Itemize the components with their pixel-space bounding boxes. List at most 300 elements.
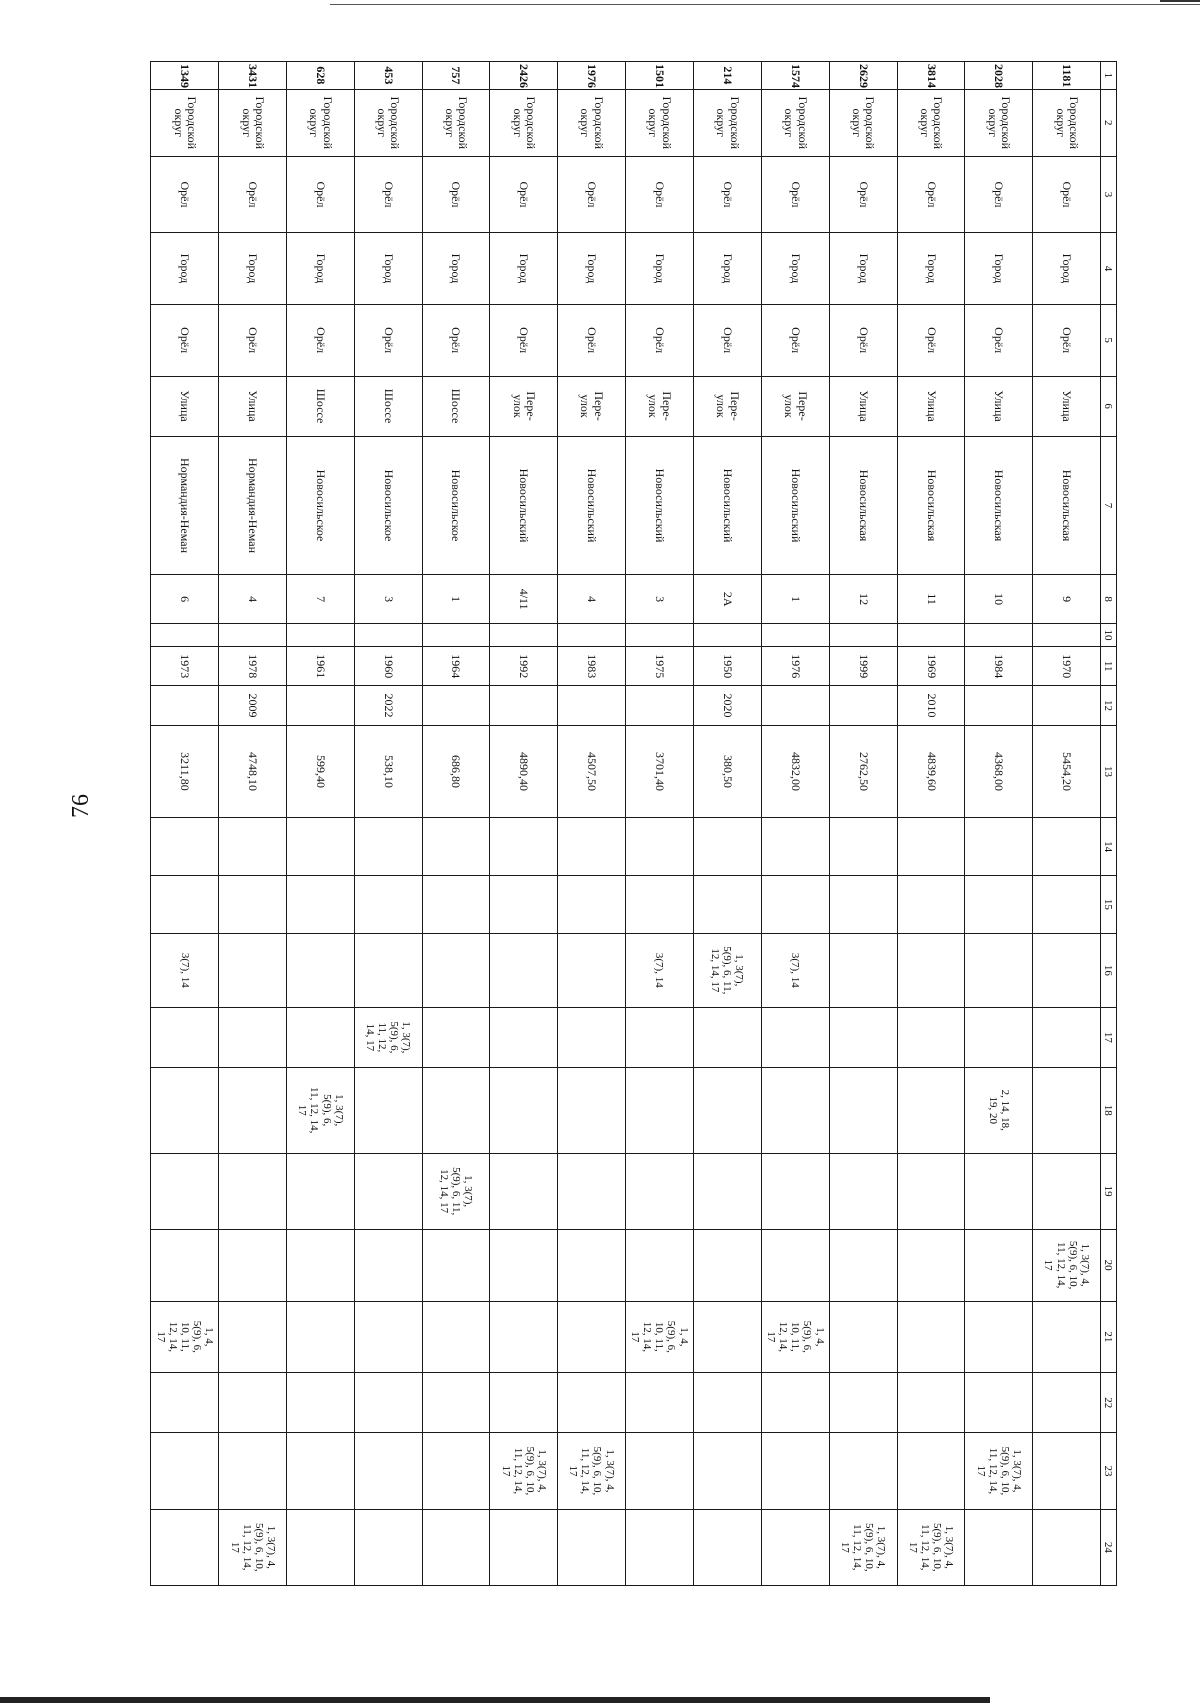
- table-cell: [422, 1067, 490, 1153]
- table-cell: [490, 1007, 558, 1067]
- page-number: 76: [68, 794, 94, 818]
- table-cell: Городской округ: [625, 89, 693, 156]
- table-cell: [625, 1067, 693, 1153]
- column-number: 2: [1100, 89, 1116, 156]
- table-cell: Новосильский: [625, 436, 693, 575]
- table-cell: [965, 623, 1033, 646]
- table-cell: [829, 1433, 897, 1509]
- table-cell: Новосильский: [761, 436, 829, 575]
- table-cell: [761, 1067, 829, 1153]
- table-cell: [422, 1007, 490, 1067]
- table-cell: [1033, 818, 1101, 876]
- table-cell: [693, 623, 761, 646]
- table-cell: [693, 1153, 761, 1229]
- table-cell: Город: [897, 233, 965, 305]
- table-row: [761, 62, 829, 1586]
- table-cell: 1: [761, 575, 829, 624]
- table-cell: Город: [693, 233, 761, 305]
- table-cell: Нормандия-Неман: [151, 436, 219, 575]
- table-cell: [965, 1007, 1033, 1067]
- table-cell: Новосильская: [1033, 436, 1101, 575]
- column-number: 21: [1100, 1301, 1116, 1373]
- table-cell: 2022: [354, 686, 422, 725]
- table-cell: Орёл: [761, 304, 829, 376]
- table-cell: [354, 1373, 422, 1433]
- table-cell: 3: [354, 575, 422, 624]
- table-cell: Орёл: [219, 156, 287, 232]
- table-cell: [558, 1153, 626, 1229]
- table-cell: 1, 3(7), 5(9), 6, 11, 12, 14, 17: [354, 1007, 422, 1067]
- table-cell: 1: [422, 575, 490, 624]
- table-cell: Орёл: [693, 304, 761, 376]
- table-cell: Город: [558, 233, 626, 305]
- table-cell: [625, 1433, 693, 1509]
- table-row: [1033, 62, 1101, 1586]
- table-cell: [965, 686, 1033, 725]
- table-cell: Улица: [897, 376, 965, 436]
- table-cell: Орёл: [219, 304, 287, 376]
- table-cell: [965, 933, 1033, 1007]
- table-cell: Орёл: [287, 304, 355, 376]
- table-cell: Орёл: [965, 156, 1033, 232]
- table-row: [422, 62, 490, 1586]
- table-cell: Городской округ: [1033, 89, 1101, 156]
- column-number: 14: [1100, 818, 1116, 876]
- table-cell: [490, 1301, 558, 1373]
- table-cell: [490, 1229, 558, 1301]
- table-cell: [965, 1229, 1033, 1301]
- table-cell: [1033, 933, 1101, 1007]
- table-row: [558, 62, 626, 1586]
- table-cell: [219, 1007, 287, 1067]
- table-cell: [422, 818, 490, 876]
- table-cell: [965, 1373, 1033, 1433]
- table-cell: 3701,40: [625, 725, 693, 818]
- table-cell: 1501: [625, 62, 693, 90]
- table-cell: [490, 1509, 558, 1585]
- table-cell: [897, 1153, 965, 1229]
- table-cell: [354, 1433, 422, 1509]
- table-cell: [897, 623, 965, 646]
- table-body: [151, 62, 1117, 1586]
- table-cell: [219, 876, 287, 934]
- table-row: [693, 62, 761, 1586]
- table-cell: 3814: [897, 62, 965, 90]
- column-number: 22: [1100, 1373, 1116, 1433]
- table-cell: [558, 623, 626, 646]
- table-cell: [965, 818, 1033, 876]
- table-cell: 757: [422, 62, 490, 90]
- table-cell: Шоссе: [354, 376, 422, 436]
- column-number: 4: [1100, 233, 1116, 305]
- table-cell: 4890,40: [490, 725, 558, 818]
- table-cell: 1, 4, 5(9), 6, 10, 11, 12, 14, 17: [625, 1301, 693, 1373]
- table-cell: 3211,80: [151, 725, 219, 818]
- table-cell: Новосильская: [829, 436, 897, 575]
- table-cell: Новосильская: [897, 436, 965, 575]
- table-row: [897, 62, 965, 1586]
- table-cell: [287, 933, 355, 1007]
- table-cell: 1, 3(7), 4, 5(9), 6, 10, 11, 12, 14, 17: [1033, 1229, 1101, 1301]
- table-cell: 3431: [219, 62, 287, 90]
- table-cell: Городской округ: [354, 89, 422, 156]
- table-cell: [219, 933, 287, 1007]
- table-cell: 1, 4, 5(9), 6, 10, 11, 12, 14, 17: [761, 1301, 829, 1373]
- column-number: 10: [1100, 623, 1116, 646]
- table-cell: 3(7), 14: [625, 933, 693, 1007]
- table-row: [287, 62, 355, 1586]
- table-cell: [558, 686, 626, 725]
- table-cell: Новосильская: [965, 436, 1033, 575]
- column-number: 3: [1100, 156, 1116, 232]
- table-cell: [625, 1509, 693, 1585]
- table-cell: [219, 1229, 287, 1301]
- table-cell: [490, 933, 558, 1007]
- table-cell: 1181: [1033, 62, 1101, 90]
- table-cell: [625, 818, 693, 876]
- table-cell: Город: [761, 233, 829, 305]
- table-cell: [287, 1509, 355, 1585]
- table-cell: [287, 1229, 355, 1301]
- table-cell: [625, 876, 693, 934]
- table-cell: [219, 1301, 287, 1373]
- table-cell: [287, 1153, 355, 1229]
- table-cell: [761, 1007, 829, 1067]
- table-cell: 1, 3(7), 5(9), 6, 11, 12, 14, 17: [693, 933, 761, 1007]
- table-cell: 7: [287, 575, 355, 624]
- table-cell: [490, 876, 558, 934]
- table-cell: Город: [1033, 233, 1101, 305]
- registry-table: [150, 61, 1117, 1586]
- table-cell: [354, 1301, 422, 1373]
- column-number: 13: [1100, 725, 1116, 818]
- table-cell: [897, 1301, 965, 1373]
- table-cell: [1033, 876, 1101, 934]
- table-cell: [897, 1007, 965, 1067]
- table-cell: Орёл: [1033, 304, 1101, 376]
- table-cell: [354, 933, 422, 1007]
- table-cell: 9: [1033, 575, 1101, 624]
- table-cell: 4832,00: [761, 725, 829, 818]
- table-cell: [897, 1433, 965, 1509]
- table-cell: 1, 3(7), 5(9), 6, 11, 12, 14, 17: [287, 1067, 355, 1153]
- table-cell: [287, 1007, 355, 1067]
- table-cell: [761, 1229, 829, 1301]
- table-cell: [558, 1301, 626, 1373]
- table-cell: Орёл: [558, 304, 626, 376]
- top-corner-rule: [1160, 0, 1200, 2]
- table-cell: [287, 1301, 355, 1373]
- table-cell: [151, 1373, 219, 1433]
- table-cell: 453: [354, 62, 422, 90]
- table-cell: Нормандия-Неман: [219, 436, 287, 575]
- table-cell: 686,80: [422, 725, 490, 818]
- table-cell: Новосильский: [693, 436, 761, 575]
- table-cell: [693, 1301, 761, 1373]
- table-cell: Городской округ: [829, 89, 897, 156]
- table-cell: [625, 686, 693, 725]
- table-cell: Улица: [829, 376, 897, 436]
- table-cell: 1992: [490, 647, 558, 686]
- table-cell: [151, 623, 219, 646]
- column-number: 11: [1100, 647, 1116, 686]
- table-cell: 1950: [693, 647, 761, 686]
- column-number: 20: [1100, 1229, 1116, 1301]
- table-cell: [558, 1509, 626, 1585]
- table-cell: Орёл: [829, 156, 897, 232]
- table-cell: Новосильское: [422, 436, 490, 575]
- table-cell: [354, 1509, 422, 1585]
- table-cell: [1033, 1301, 1101, 1373]
- table-cell: [422, 623, 490, 646]
- table-cell: 3(7), 14: [761, 933, 829, 1007]
- table-cell: [1033, 1509, 1101, 1585]
- table-cell: [625, 1229, 693, 1301]
- table-cell: Орёл: [354, 304, 422, 376]
- table-cell: Орёл: [422, 304, 490, 376]
- table-cell: 1, 3(7), 4, 5(9), 6, 10, 11, 12, 14, 17: [219, 1509, 287, 1585]
- table-cell: 5454,20: [1033, 725, 1101, 818]
- column-number: 23: [1100, 1433, 1116, 1509]
- table-cell: [761, 1373, 829, 1433]
- table-cell: [761, 1509, 829, 1585]
- table-cell: [422, 1509, 490, 1585]
- column-number: 15: [1100, 876, 1116, 934]
- table-cell: [422, 933, 490, 1007]
- table-cell: [287, 623, 355, 646]
- table-cell: [151, 1007, 219, 1067]
- table-cell: 1964: [422, 647, 490, 686]
- table-cell: 1973: [151, 647, 219, 686]
- table-cell: [287, 1373, 355, 1433]
- table-cell: Город: [354, 233, 422, 305]
- column-number: 8: [1100, 575, 1116, 624]
- table-cell: [558, 1067, 626, 1153]
- table-cell: [1033, 1153, 1101, 1229]
- table-cell: [422, 1301, 490, 1373]
- table-cell: [693, 1433, 761, 1509]
- table-cell: 1978: [219, 647, 287, 686]
- table-cell: [287, 876, 355, 934]
- table-cell: [287, 818, 355, 876]
- table-cell: Город: [625, 233, 693, 305]
- table-cell: [693, 1007, 761, 1067]
- table-cell: Орёл: [287, 156, 355, 232]
- table-cell: [490, 1373, 558, 1433]
- table-cell: Орёл: [1033, 156, 1101, 232]
- table-cell: [897, 818, 965, 876]
- table-cell: Городской округ: [151, 89, 219, 156]
- table-cell: 11: [897, 575, 965, 624]
- table-cell: 2020: [693, 686, 761, 725]
- table-cell: Орёл: [761, 156, 829, 232]
- table-cell: [354, 1153, 422, 1229]
- table-cell: [897, 1067, 965, 1153]
- table-cell: [693, 1067, 761, 1153]
- table-cell: 1574: [761, 62, 829, 90]
- table-cell: [1033, 1067, 1101, 1153]
- column-number: 24: [1100, 1509, 1116, 1585]
- table-cell: [829, 1067, 897, 1153]
- table-row: [219, 62, 287, 1586]
- table-cell: [1033, 1007, 1101, 1067]
- table-cell: Городской округ: [897, 89, 965, 156]
- table-cell: [422, 1229, 490, 1301]
- table-cell: 2426: [490, 62, 558, 90]
- table-cell: [490, 1153, 558, 1229]
- table-cell: [558, 933, 626, 1007]
- table-cell: [965, 1153, 1033, 1229]
- table-cell: [897, 1229, 965, 1301]
- column-number: 6: [1100, 376, 1116, 436]
- table-cell: 599,40: [287, 725, 355, 818]
- table-cell: Орёл: [490, 156, 558, 232]
- table-cell: Орёл: [897, 304, 965, 376]
- table-cell: 2028: [965, 62, 1033, 90]
- table-cell: [422, 876, 490, 934]
- table-cell: Новосильское: [287, 436, 355, 575]
- table-cell: 1975: [625, 647, 693, 686]
- table-cell: 1961: [287, 647, 355, 686]
- table-cell: [219, 1067, 287, 1153]
- table-cell: Орёл: [151, 156, 219, 232]
- table-cell: 4748,10: [219, 725, 287, 818]
- table-cell: [558, 1007, 626, 1067]
- table-cell: 1, 3(7), 5(9), 6, 11, 12, 14, 17: [422, 1153, 490, 1229]
- table-cell: 1960: [354, 647, 422, 686]
- table-cell: Город: [287, 233, 355, 305]
- table-cell: Орёл: [693, 156, 761, 232]
- table-cell: [151, 1433, 219, 1509]
- table-cell: [1033, 686, 1101, 725]
- table-cell: [422, 1433, 490, 1509]
- table-cell: 1983: [558, 647, 626, 686]
- table-cell: 538,10: [354, 725, 422, 818]
- table-cell: Улица: [1033, 376, 1101, 436]
- table-cell: [354, 818, 422, 876]
- table-cell: [897, 876, 965, 934]
- table-cell: Пере- улок: [490, 376, 558, 436]
- table-cell: [761, 1153, 829, 1229]
- table-cell: [151, 1153, 219, 1229]
- table-cell: Новосильский: [490, 436, 558, 575]
- table-cell: [829, 1373, 897, 1433]
- table-cell: 1984: [965, 647, 1033, 686]
- table-cell: Город: [422, 233, 490, 305]
- bottom-rule: [0, 1697, 990, 1703]
- table-cell: 4507,50: [558, 725, 626, 818]
- table-cell: [558, 876, 626, 934]
- table-cell: [829, 933, 897, 1007]
- table-cell: [965, 876, 1033, 934]
- table-cell: [219, 623, 287, 646]
- table-cell: [1033, 1433, 1101, 1509]
- table-cell: Город: [490, 233, 558, 305]
- table-cell: Городской округ: [965, 89, 1033, 156]
- table-cell: [965, 1301, 1033, 1373]
- table-cell: Город: [829, 233, 897, 305]
- column-number: 1: [1100, 62, 1116, 90]
- table-cell: [490, 623, 558, 646]
- table-cell: [625, 1007, 693, 1067]
- table-cell: 1, 3(7), 4, 5(9), 6, 10, 11, 12, 14, 17: [965, 1433, 1033, 1509]
- table-cell: [151, 1509, 219, 1585]
- column-number: 5: [1100, 304, 1116, 376]
- table-cell: Орёл: [354, 156, 422, 232]
- table-cell: [558, 1373, 626, 1433]
- table-cell: [829, 1301, 897, 1373]
- table-cell: [761, 818, 829, 876]
- table-cell: 2А: [693, 575, 761, 624]
- table-row: [965, 62, 1033, 1586]
- table-cell: Городской округ: [287, 89, 355, 156]
- table-cell: 2762,50: [829, 725, 897, 818]
- table-cell: [829, 1153, 897, 1229]
- table-cell: [219, 818, 287, 876]
- table-cell: [693, 1509, 761, 1585]
- table-cell: Городской округ: [693, 89, 761, 156]
- table-cell: 4/11: [490, 575, 558, 624]
- table-cell: Орёл: [625, 304, 693, 376]
- table-row: [490, 62, 558, 1586]
- table-cell: 1976: [761, 647, 829, 686]
- table-cell: [829, 686, 897, 725]
- table-cell: [897, 1373, 965, 1433]
- table-cell: [693, 1373, 761, 1433]
- table-cell: [761, 623, 829, 646]
- table-cell: [829, 818, 897, 876]
- table-cell: [287, 686, 355, 725]
- column-number: 19: [1100, 1153, 1116, 1229]
- table-cell: [490, 686, 558, 725]
- table-cell: 3: [625, 575, 693, 624]
- column-number: 12: [1100, 686, 1116, 725]
- table-cell: Шоссе: [287, 376, 355, 436]
- table-cell: Улица: [965, 376, 1033, 436]
- table-cell: Орёл: [829, 304, 897, 376]
- table-cell: 1, 3(7), 4, 5(9), 6, 10, 11, 12, 14, 17: [558, 1433, 626, 1509]
- table-row: [625, 62, 693, 1586]
- table-cell: Орёл: [151, 304, 219, 376]
- table-cell: Орёл: [625, 156, 693, 232]
- table-cell: Орёл: [897, 156, 965, 232]
- table-cell: Городской округ: [422, 89, 490, 156]
- table-cell: [422, 686, 490, 725]
- table-cell: [151, 818, 219, 876]
- table-cell: Город: [219, 233, 287, 305]
- table-cell: [151, 1229, 219, 1301]
- table-cell: [558, 1229, 626, 1301]
- table-cell: Пере- улок: [625, 376, 693, 436]
- table-cell: Орёл: [558, 156, 626, 232]
- table-cell: [693, 1229, 761, 1301]
- table-row: [151, 62, 219, 1586]
- column-number: 16: [1100, 933, 1116, 1007]
- table-cell: 1970: [1033, 647, 1101, 686]
- column-number: 7: [1100, 436, 1116, 575]
- table-cell: Новосильское: [354, 436, 422, 575]
- table-cell: 1, 3(7), 4, 5(9), 6, 10, 11, 12, 14, 17: [829, 1509, 897, 1585]
- table-cell: Городской округ: [219, 89, 287, 156]
- table-cell: [693, 818, 761, 876]
- table-cell: Городской округ: [558, 89, 626, 156]
- table-cell: Городской округ: [490, 89, 558, 156]
- table-cell: [625, 623, 693, 646]
- table-cell: [829, 876, 897, 934]
- table-cell: 6: [151, 575, 219, 624]
- table-cell: [897, 933, 965, 1007]
- table-cell: 214: [693, 62, 761, 90]
